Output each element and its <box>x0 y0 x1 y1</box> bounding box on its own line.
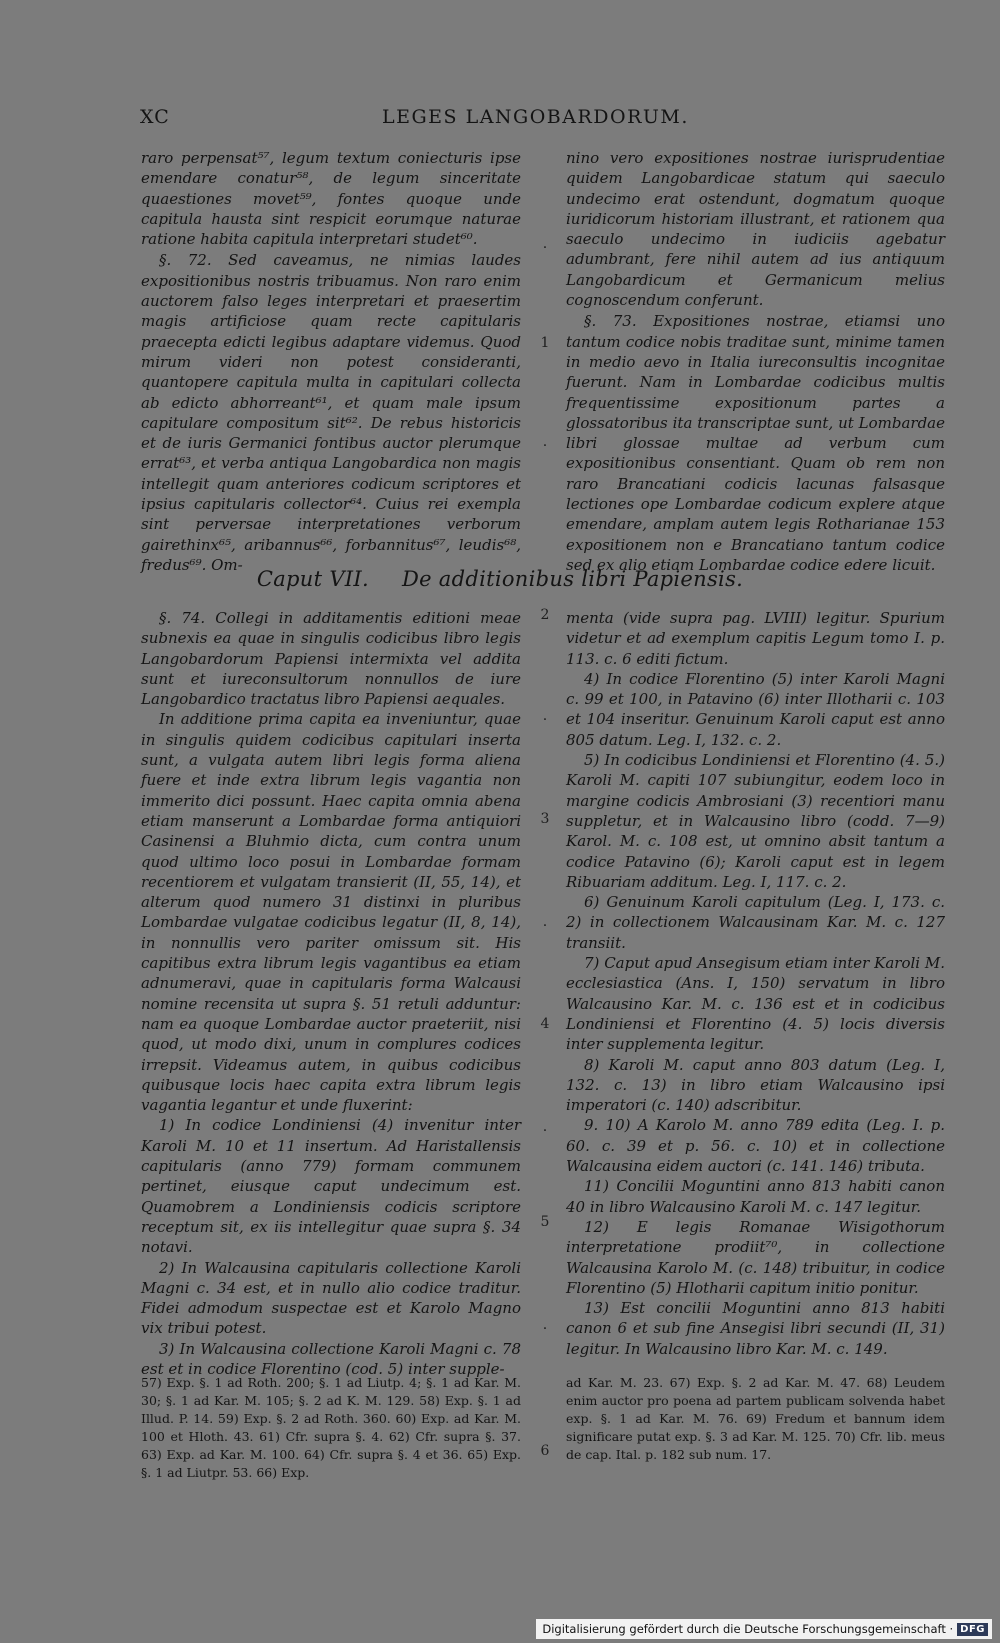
line-number: . <box>542 708 548 724</box>
paragraph: 1) In codice Londiniensi (4) invenitur inter Karoli M. 10 et 11 insertum. Ad Haristallensis capitularis (anno 779) formam communem pertinet, eiusque caput undecimum est. Quamobrem a Londiniensis codicis scriptore receptum sit, ex iis intellegitur quae supra §. 34 notavi. <box>141 1116 521 1257</box>
paragraph: 7) Caput apud Ansegisum etiam inter Karoli M. ecclesiastica (Ans. I, 150) servatum in libro Walcausino Kar. M. c. 136 est et in codicibus Londiniensi et Florentino (4. 5) locis diversis inter supplementa legitur. <box>566 954 945 1054</box>
top-left-column <box>141 148 521 574</box>
line-number: 1 <box>540 335 550 351</box>
chapter-heading <box>0 567 1000 591</box>
paragraph: §. 73. Expositiones nostrae, etiamsi uno tantum codice nobis traditae sunt, minime tamen in medio aevo in Italia iureconsultis incognitae fuerunt. Nam in Lombardae codicibus multis frequentissime expositionum partes a glossatoribus ita transcriptae sunt, ut Lombardae libri glossae multae ad verbum cum expositionibus consentiant. Quam ob rem non raro Brancatiani codicis lacunas falsasque lectiones ope Lombardae codicum explere atque emendare, amplam autem legis Rotharianae 153 expositionem non e Brancatiano tantum codice sed ex alio etiam Lombardae codice edere licuit. <box>566 312 945 574</box>
line-number: . <box>542 1119 548 1135</box>
line-number: . <box>542 1317 548 1333</box>
page-header <box>130 106 920 136</box>
line-number: 6 <box>540 1443 550 1459</box>
paragraph: 13) Est concilii Moguntini anno 813 habiti canon 6 et sub fine Ansegisi libri secundi (II, 31) legitur. In Walcausino libro Kar. M. c. 149. <box>566 1299 945 1358</box>
top-right-column <box>566 148 945 574</box>
paragraph: 11) Concilii Moguntini anno 813 habiti canon 40 in libro Walcausino Karoli M. c. 147 legitur. <box>566 1177 945 1216</box>
dfg-logo-icon: DFG <box>957 1623 988 1636</box>
chapter-label: Caput VII. <box>256 567 369 591</box>
bottom-right-column <box>566 608 945 1358</box>
paragraph: 4) In codice Florentino (5) inter Karoli Magni c. 99 et 100, in Patavino (6) inter Illotharii c. 103 et 104 inseritur. Genuinum Karoli caput est anno 805 datum. Leg. I, 132. c. 2. <box>566 669 945 749</box>
footnotes-right <box>566 1374 945 1464</box>
paragraph: 5) In codicibus Londiniensi et Florentino (4. 5.) Karoli M. capiti 107 subiungitur, eodem loco in margine codicis Ambrosiani (3) recentiori manu suppletur, et in Walcausino libro (codd. 7—9) Karol. M. c. 108 est, ut omnino absit tantum a codice Patavino (6); Karoli caput est in legem Ribuariam additum. Leg. I, 117. c. 2. <box>566 751 945 891</box>
line-number: 5 <box>540 1214 550 1230</box>
running-title: LEGES LANGOBARDORUM. <box>382 106 689 128</box>
chapter-title: De additionibus libri Papiensis. <box>401 567 744 591</box>
paragraph: §. 74. Collegi in additamentis editioni meae subnexis ea quae in singulis codicibus libro legis Langobardorum Papiensi intermixta vel addita sunt et iureconsultorum nonnullos de iure Langobardico tractatus libro Papiensi aequales. <box>141 609 521 709</box>
paragraph: 3) In Walcausina collectione Karoli Magni c. 78 est et in codice Florentino (cod. 5) inter supple- <box>141 1339 521 1378</box>
line-number: . <box>542 434 548 450</box>
footnotes-left <box>141 1374 521 1482</box>
paragraph: 12) E legis Romanae Wisigothorum interpretatione prodiit⁷⁰, in collectione Walcausina Karolo M. (c. 148) tribuitur, in codice Florentino (5) Hlotharii capitum initio ponitur. <box>566 1217 945 1297</box>
footnote-text: 57) Exp. §. 1 ad Roth. 200; §. 1 ad Liutp. 4; §. 1 ad Kar. M. 30; §. 1 ad Kar. M. 105; §. 2 ad K. M. 129. 58) Exp. §. 1 ad Illud. P. 14. 59) Exp. §. 2 ad Roth. 360. 60) Exp. ad Kar. M. 100 et Hloth. 43. 61) Cfr. supra §. 4. 62) Cfr. supra §. 37. 63) Exp. ad Kar. M. 100. 64) Cfr. supra §. 4 et 36. 65) Exp. §. 1 ad Liutpr. 53. 66) Exp. <box>141 1375 521 1480</box>
paragraph: 8) Karoli M. caput anno 803 datum (Leg. I, 132. c. 13) in libro etiam Walcausino ipsi imperatori (c. 140) adscribitur. <box>566 1055 945 1115</box>
page-number: XC <box>140 106 170 128</box>
paragraph: 6) Genuinum Karoli capitulum (Leg. I, 173. c. 2) in collectionem Walcausinam Kar. M. c. 127 transiit. <box>566 893 945 952</box>
paragraph: In additione prima capita ea inveniuntur, quae in singulis quidem codicibus capitulari inserta sunt, a vulgata autem libri legis forma aliena fuere et inde extra librum legis vagantia non immerito dici possunt. Haec capita omnia abena etiam manserunt a Lombardae forma antiquiori Casinensi a Bluhmio dicta, cum contra unum quod ultimo loco posui in Lombardae formam recentiorem et vulgatam transierit (II, 55, 14), et alterum quod numero 31 distinxi in pluribus Lombardae vulgatae codicibus legatur (II, 8, 14), in nonnullis vero pariter omissum sit. His capitibus extra librum legis vagantibus ea etiam adnumeravi, quae in capitularis forma Walcausi nomine recensita ut supra §. 51 retuli adduntur: nam ea quoque Lombardae auctor praeteriit, nisi quod, ut modo dixi, unum in complures codices irrepsit. Videamus autem, in quibus codicibus quibusque locis haec capita extra librum legis vagantia legantur et unde fluxerint: <box>141 710 521 1115</box>
paragraph: nino vero expositiones nostrae iurisprudentiae quidem Langobardicae statum qui saeculo undecimo erat ostendunt, dogmatum quoque iuridicorum historiam illustrant, et rationem qua saeculo undecimo in iudiciis agebatur adumbrant, fere nihil autem ad ius antiquum Langobardicum et Germanicum melius cognoscendum conferunt. <box>566 149 945 310</box>
line-number: . <box>542 236 548 252</box>
line-number: 3 <box>540 811 550 827</box>
paragraph: raro perpensat⁵⁷, legum textum coniecturis ipse emendare conatur⁵⁸, de legum sinceritate quaestiones movet⁵⁹, fontes quoque unde capitula hausta sint respicit eorumque naturae ratione habita capitula interpretari studet⁶⁰. <box>141 149 521 249</box>
digitization-notice <box>536 1619 992 1639</box>
paragraph: menta (vide supra pag. LVIII) legitur. Spurium videtur et ad exemplum capitis Legum tomo I. p. 113. c. 6 editi fictum. <box>566 609 945 668</box>
paragraph: §. 72. Sed caveamus, ne nimias laudes expositionibus nostris tribuamus. Non raro enim auctorem falso leges interpretari et praesertim magis artificiose quam recte capitularis praecepta edicti legibus adaptare videmus. Quod mirum videri non potest consideranti, quantopere capitula multa in capitulari collecta ab edicto abhorreant⁶¹, et quam male ipsum capitulare compositum sit⁶². De rebus historicis et de iuris Germanici fontibus auctor plerumque errat⁶³, et verba antiqua Langobardica non magis intellegit quam anteriores codicum scriptores et ipsius capitularis collector⁶⁴. Cuius rei exempla sint perversae interpretationes verborum gairethinx⁶⁵, aribannus⁶⁶, forbannitus⁶⁷, leudis⁶⁸, fredus⁶⁹. Om- <box>141 251 521 574</box>
line-number: . <box>542 914 548 930</box>
line-number: 2 <box>540 607 550 623</box>
paragraph: 9. 10) A Karolo M. anno 789 edita (Leg. I. p. 60. c. 39 et p. 56. c. 10) et in collectione Walcausina eidem auctori (c. 141. 146) tributa. <box>566 1116 945 1176</box>
footnote-text: ad Kar. M. 23. 67) Exp. §. 2 ad Kar. M. 47. 68) Leudem enim auctor pro poena ad partem publicam solvenda habet exp. §. 1 ad Kar. M. 76. 69) Fredum et bannum idem significare putat exp. §. 3 ad Kar. M. 125. 70) Cfr. lib. meus de cap. Ital. p. 182 sub num. 17. <box>566 1375 945 1462</box>
digitization-text: Digitalisierung gefördert durch die Deutsche Forschungsgemeinschaft · <box>542 1622 954 1636</box>
paragraph: 2) In Walcausina capitularis collectione Karoli Magni c. 34 est, et in nullo alio codice traditur. Fidei admodum suspectae est et Karolo Magno vix tribui potest. <box>141 1258 521 1338</box>
line-number: 4 <box>540 1016 550 1032</box>
bottom-left-column <box>141 608 521 1378</box>
